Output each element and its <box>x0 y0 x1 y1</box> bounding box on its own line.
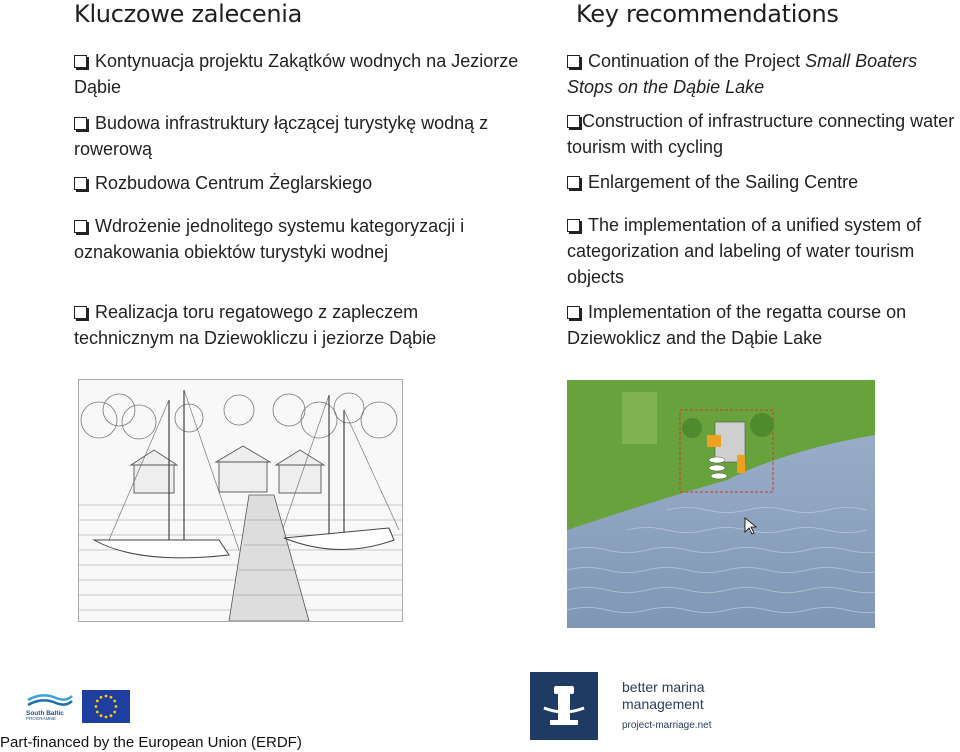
list-item <box>567 299 960 351</box>
item-text: Construction of infrastructure connecting water tourism with cycling <box>567 111 955 157</box>
item-text: Budowa infrastruktury łączącej turystykę wodną z rowerową <box>74 113 489 159</box>
list-item <box>74 110 520 162</box>
item-text: Wdrożenie jednolitego systemu kategoryzacji i oznakowania obiektów turystyki wodnej <box>74 216 465 262</box>
marina-sketch-image <box>78 379 403 622</box>
financing-note: Part-financed by the European Union (ERDF) <box>0 734 302 751</box>
aerial-plan-svg <box>567 380 875 628</box>
south-baltic-sub: PROGRAMME <box>26 716 57 720</box>
checkbox-icon <box>567 306 580 319</box>
aerial-plan-image <box>567 380 875 628</box>
right-heading: Key recommendations <box>576 0 839 28</box>
checkbox-icon <box>567 55 580 68</box>
checkbox-icon <box>74 55 87 68</box>
checkbox-icon <box>567 219 580 232</box>
right-column <box>567 0 960 348</box>
marina-line-1: better marina <box>622 679 705 695</box>
south-baltic-logo <box>24 690 76 720</box>
item-text-italic: Small Boaters Stops on the Dąbie Lake <box>567 51 918 97</box>
list-item <box>74 299 520 351</box>
list-item <box>74 170 520 196</box>
list-item <box>74 213 520 265</box>
marina-line-2: management <box>622 696 704 712</box>
item-text: Enlargement of the Sailing Centre <box>588 172 859 192</box>
item-text: Implementation of the regatta course on Dziewoklicz and the Dąbie Lake <box>567 302 907 348</box>
marina-sketch-svg <box>79 380 402 621</box>
list-item <box>74 48 520 100</box>
checkbox-icon <box>74 117 87 130</box>
list-item <box>567 169 960 195</box>
plan-legend <box>622 392 657 444</box>
eu-flag-icon <box>82 690 130 723</box>
item-text: Continuation of the Project <box>588 51 806 71</box>
list-item <box>567 108 960 160</box>
item-text: Rozbudowa Centrum Żeglarskiego <box>95 173 373 193</box>
checkbox-icon <box>74 220 87 233</box>
list-item <box>567 212 960 290</box>
bollard-logo-icon <box>530 672 598 740</box>
checkbox-icon <box>74 306 87 319</box>
south-baltic-label: South Baltic <box>26 710 64 717</box>
item-text: Realizacja toru regatowego z zapleczem technicznym na Dziewokliczu i jeziorze Dąbie <box>74 302 437 348</box>
checkbox-icon <box>74 177 87 190</box>
marina-tagline <box>622 679 704 713</box>
checkbox-icon <box>567 176 580 189</box>
item-text: Kontynuacja projektu Zakątków wodnych na Jeziorze Dąbie <box>74 51 519 97</box>
left-heading: Kluczowe zalecenia <box>74 0 303 28</box>
item-text: The implementation of a unified system of categorization and labeling of water tourism objects <box>567 215 922 287</box>
list-item <box>567 48 960 100</box>
checkbox-icon <box>567 115 580 128</box>
left-column <box>74 0 520 348</box>
marina-url: project-marriage.net <box>622 720 712 731</box>
